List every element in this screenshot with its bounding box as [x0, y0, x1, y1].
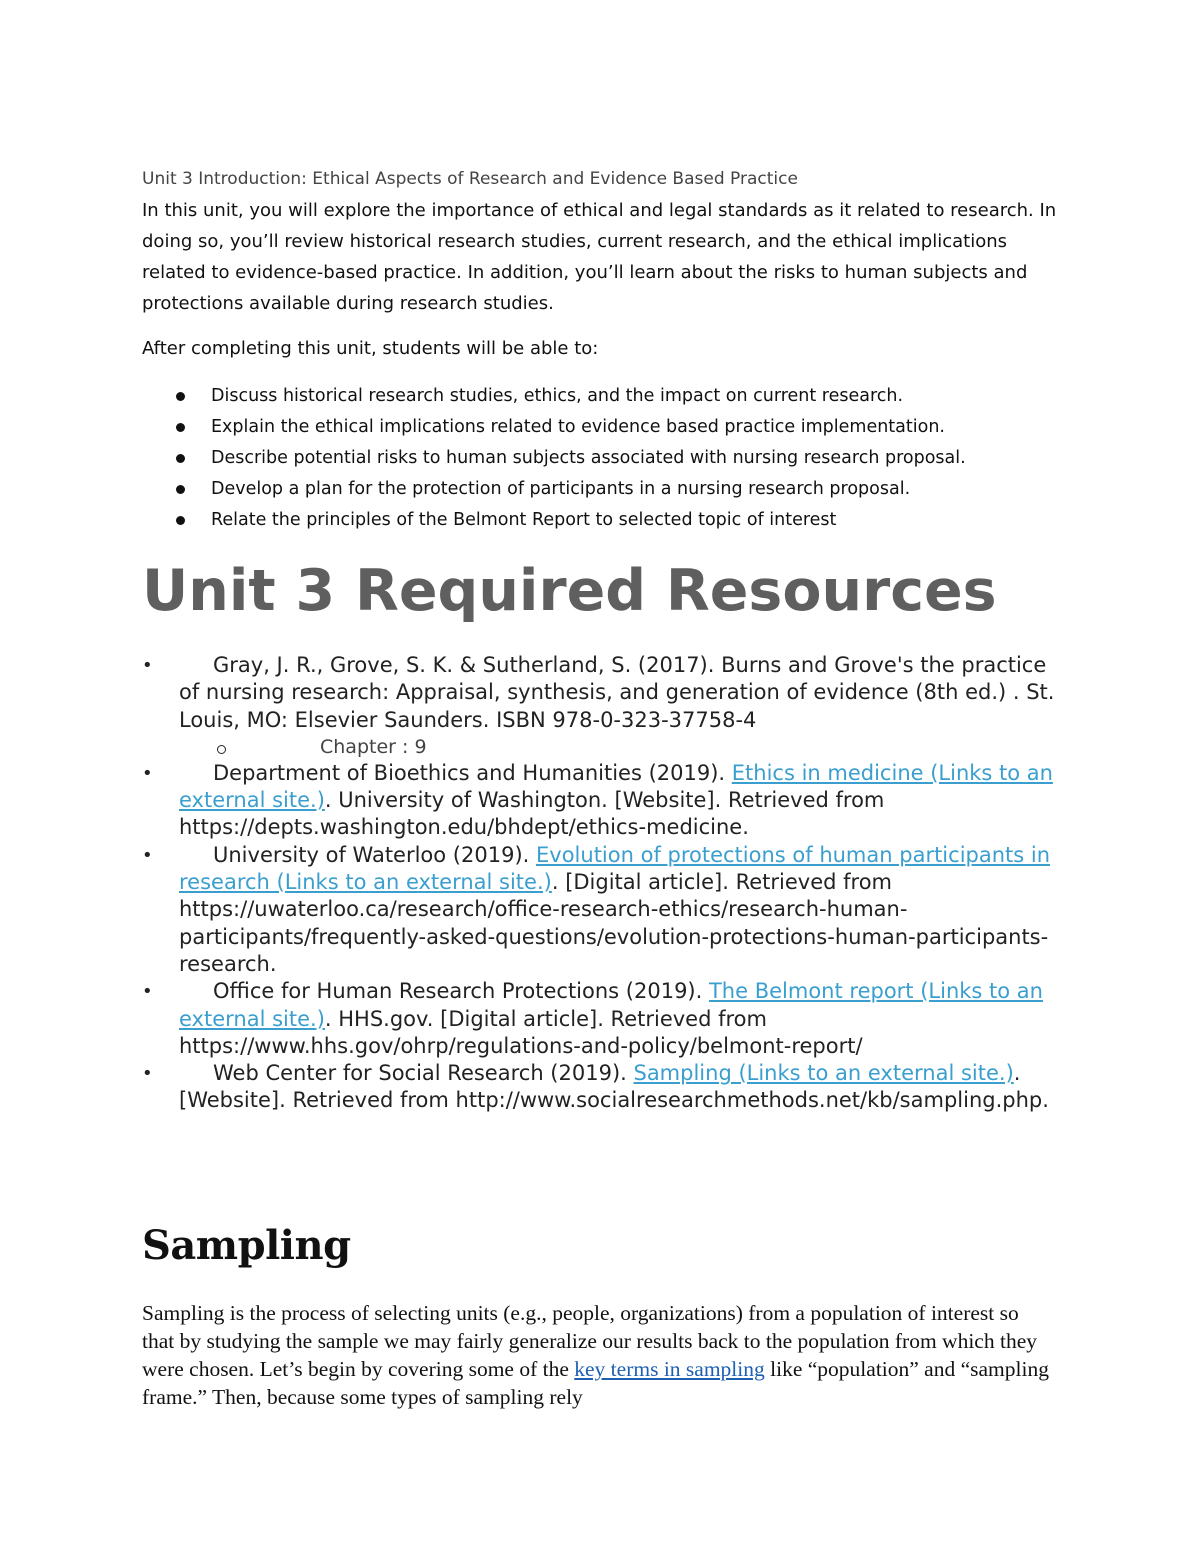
bullet-icon — [176, 516, 185, 525]
resource-item — [142, 842, 1062, 978]
bullet-icon — [176, 454, 185, 463]
objective-item — [142, 505, 1082, 536]
bullet-icon: • — [142, 1063, 153, 1085]
hollow-bullet-icon — [217, 745, 226, 754]
resources-list — [142, 652, 1062, 1115]
resource-citation-end: . [Website]. Retrieved from http://www.socialresearchmethods.net/kb/sampling.php. — [179, 1061, 1049, 1113]
sampling-text-end: like “population” and “sampling frame.” Then, because some types of sampling rely — [142, 1357, 1049, 1409]
resource-citation-start: Department of Bioethics and Humanities (2019). — [213, 760, 732, 785]
resource-item — [142, 978, 1062, 1060]
resource-citation-start: Office for Human Research Protections (2019). — [213, 979, 709, 1004]
ethics-in-medicine-link[interactable]: Ethics in medicine (Links to an external site.) — [179, 760, 1053, 813]
objective-item — [142, 381, 1082, 412]
resource-citation-start: University of Waterloo (2019). — [213, 842, 536, 867]
objective-text: Discuss historical research studies, ethics, and the impact on current research. — [211, 386, 904, 406]
objective-text: Develop a plan for the protection of participants in a nursing research proposal. — [211, 479, 911, 499]
resource-citation-end: . HHS.gov. [Digital article]. Retrieved from https://www.hhs.gov/ohrp/regulations-and-policy/belmont-report/ — [179, 1006, 863, 1058]
key-terms-link[interactable]: key terms in sampling — [574, 1357, 765, 1381]
intro-paragraph: In this unit, you will explore the importance of ethical and legal standards as it related to research. In doing so, you’ll review historical research studies, current research, and the ethical implications related to evidence-based practice. In addition, you’ll learn about the risks to human subjects and protections available during research studies. — [142, 200, 1057, 314]
objectives-lead-in: After completing this unit, students will be able to: — [142, 338, 599, 359]
bullet-icon — [176, 392, 185, 401]
objectives-list — [142, 381, 1082, 536]
resource-item — [142, 760, 1062, 842]
objective-item — [142, 443, 1082, 474]
sampling-paragraph — [142, 1299, 1052, 1411]
unit-title: Unit 3 Introduction: Ethical Aspects of Research and Evidence Based Practice — [142, 169, 798, 189]
belmont-report-link[interactable]: The Belmont report (Links to an external site.) — [179, 979, 1043, 1031]
objective-text: Relate the principles of the Belmont Report to selected topic of interest — [211, 510, 837, 530]
sampling-heading: Sampling — [142, 1222, 351, 1269]
sampling-text-start: Sampling is the process of selecting units (e.g., people, organizations) from a population of interest so that by studying the sample we may fairly generalize our results back to the population from which they were chosen. Let’s begin by covering some of the — [142, 1301, 1037, 1381]
resource-citation-end: . [Digital article]. Retrieved from https://uwaterloo.ca/research/office-research-ethics/research-human-participants/frequently-asked-questions/evolution-protections-human-participants-research. — [179, 870, 1049, 976]
resource-sub-item — [179, 734, 1062, 760]
objective-text: Describe potential risks to human subjects associated with nursing research proposal. — [211, 448, 966, 468]
bullet-icon: • — [142, 844, 153, 866]
bullet-icon: • — [142, 762, 153, 784]
bullet-icon — [176, 485, 185, 494]
objective-item — [142, 412, 1082, 443]
objective-item — [142, 474, 1082, 505]
resource-item — [142, 1060, 1062, 1115]
evolution-of-protections-link[interactable]: Evolution of protections of human participants in research (Links to an external site.) — [179, 842, 1051, 895]
resources-heading: Unit 3 Required Resources — [142, 558, 997, 624]
resource-citation-end: . University of Washington. [Website]. Retrieved from https://depts.washington.edu/bhdept/ethics-medicine. — [179, 788, 885, 840]
bullet-icon: • — [142, 981, 153, 1003]
objective-text: Explain the ethical implications related to evidence based practice implementation. — [211, 417, 945, 437]
resource-citation-start: Web Center for Social Research (2019). — [213, 1061, 634, 1086]
resource-item — [142, 652, 1062, 760]
bullet-icon — [176, 423, 185, 432]
chapter-label: Chapter : 9 — [320, 735, 427, 758]
bullet-icon: • — [142, 655, 153, 676]
sampling-link[interactable]: Sampling (Links to an external site.) — [633, 1061, 1014, 1086]
resource-citation: Gray, J. R., Grove, S. K. & Sutherland, S. (2017). Burns and Grove's the practice of nursing research: Appraisal, synthesis, and generation of evidence (8th ed.) . St. Louis, MO: Elsevier Saunders. ISBN 978-0-323-37758-4 — [179, 653, 1055, 732]
